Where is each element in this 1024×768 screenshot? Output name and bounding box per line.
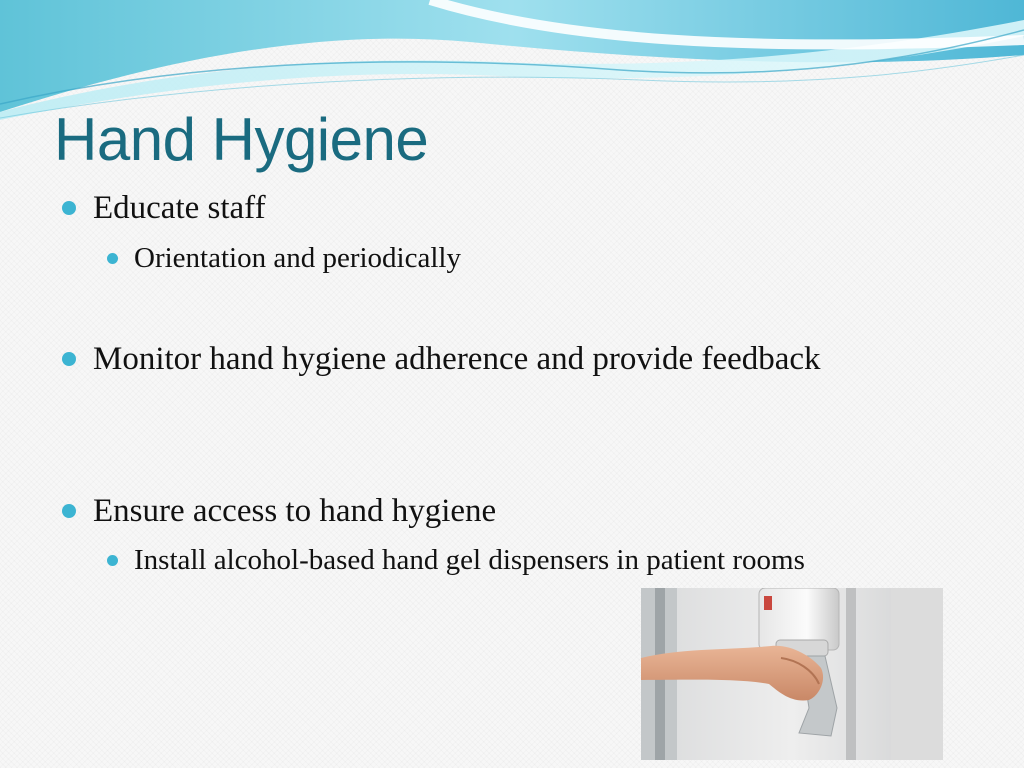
sub-bullet-install-dispensers — [134, 540, 914, 581]
bullet-text: Educate staff — [93, 190, 266, 226]
bullet-text: Install alcohol-based hand gel dispensers in patient rooms — [134, 544, 805, 576]
sub-bullet-orientation — [134, 238, 934, 279]
bullet-monitor-adherence — [93, 337, 893, 381]
bullet-dot-icon — [107, 555, 118, 566]
bullet-text: Ensure access to hand hygiene — [93, 493, 497, 529]
bullet-dot-icon — [62, 352, 76, 366]
bullet-ensure-access — [93, 489, 893, 533]
bullet-text: Monitor hand hygiene adherence and provide feedback — [93, 341, 821, 377]
hand-gel-dispenser-photo — [641, 588, 943, 760]
bullet-dot-icon — [107, 253, 118, 264]
bullet-text: Orientation and periodically — [134, 242, 461, 274]
bullet-dot-icon — [62, 504, 76, 518]
slide-title: Hand Hygiene — [54, 106, 429, 173]
bullet-dot-icon — [62, 201, 76, 215]
bullet-educate-staff — [93, 186, 893, 230]
